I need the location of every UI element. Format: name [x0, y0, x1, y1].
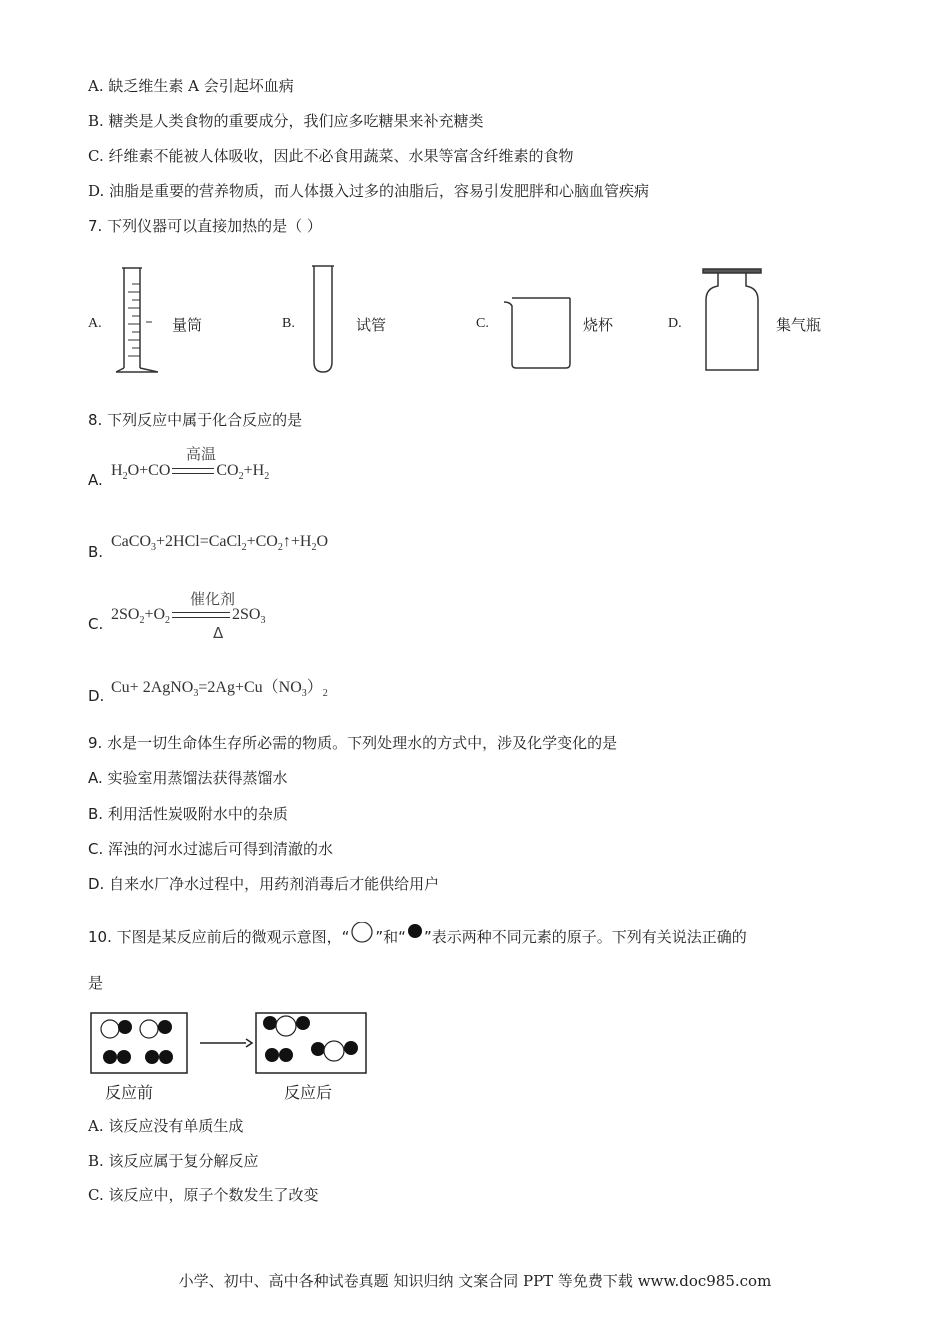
q9-option-d: D. 自来水厂净水过程中，用药剂消毒后才能供给用户: [88, 875, 440, 893]
q7-option-a-name: 量筒: [172, 316, 203, 334]
test-tube-icon: [308, 262, 338, 376]
q7-option-a-label: A.: [88, 316, 102, 331]
q6-option-a: A. 缺乏维生素 A 会引起坏血病: [88, 77, 294, 95]
footer-banner: 小学、初中、高中各种试卷真题 知识归纳 文案合同 PPT 等免费下载 www.doc985.com: [178, 1272, 772, 1290]
q6-option-b: B. 糖类是人类食物的重要成分，我们应多吃糖果来补充糖类: [88, 112, 484, 130]
q8-c-condition-bottom: Δ: [213, 624, 224, 642]
q7-option-b-label: B.: [282, 316, 295, 331]
q9-stem: 9. 水是一切生命体生存所必需的物质。下列处理水的方式中，涉及化学变化的是: [88, 734, 618, 752]
measuring-cylinder-icon: [112, 264, 164, 376]
after-reaction-label: 反应后: [284, 1083, 333, 1102]
q6-option-c: C. 纤维素不能被人体吸收，因此不必食用蔬菜、水果等富含纤维素的食物: [88, 147, 574, 165]
q8-stem: 8. 下列反应中属于化合反应的是: [88, 411, 303, 429]
q7-option-c-name: 烧杯: [583, 316, 614, 334]
q7-option-d-label: D.: [668, 316, 682, 331]
q9-option-a: A. 实验室用蒸馏法获得蒸馏水: [88, 769, 288, 787]
reaction-arrow: [200, 1039, 252, 1047]
q10-option-b: B. 该反应属于复分解反应: [88, 1152, 259, 1170]
q7-option-b-name: 试管: [356, 316, 387, 334]
q8-equation-b: $CaCO_3+2HCl=CaCl_2+CO_2↑+H_2O$: [111, 533, 328, 554]
q8-option-b-label: B.: [88, 543, 104, 561]
before-reaction-label: 反应前: [105, 1083, 154, 1102]
q10-stem: 10. 下图是某反应前后的微观示意图，“ ”和“ ”表示两种不同元素的原子。下列有关说法正确的: [88, 922, 747, 947]
q8-option-c-label: C.: [88, 615, 104, 633]
q10-option-a: A. 该反应没有单质生成: [88, 1117, 244, 1135]
before-reaction-box: [91, 1013, 187, 1073]
q7-stem: 7. 下列仪器可以直接加热的是（ ）: [88, 217, 322, 235]
q7-option-c-label: C.: [476, 316, 489, 331]
q8-option-d-label: D.: [88, 687, 105, 705]
white-atom-icon: [349, 922, 375, 944]
q7-option-d-name: 集气瓶: [776, 316, 822, 334]
q6-option-d: D. 油脂是重要的营养物质，而人体摄入过多的油脂后，容易引发肥胖和心脑血管疾病: [88, 182, 650, 200]
q9-option-c: C. 浑浊的河水过滤后可得到清澈的水: [88, 840, 334, 858]
reaction-diagram: [88, 1010, 378, 1076]
q8-option-a-label: A.: [88, 471, 103, 489]
gas-jar-icon: [700, 266, 764, 376]
after-reaction-box: [256, 1013, 366, 1073]
q9-option-b: B. 利用活性炭吸附水中的杂质: [88, 805, 288, 823]
q8-equation-c: $2SO_2+O_2$ $2SO_3$: [111, 606, 266, 627]
q10-option-c: C. 该反应中，原子个数发生了改变: [88, 1186, 319, 1204]
q10-stem-continued: 是: [88, 974, 104, 992]
q8-equation-a: $H_2O+CO$ $CO_2+H_2$: [111, 462, 270, 483]
black-atom-icon: [406, 922, 424, 940]
q8-equation-d: $Cu+ 2AgNO_3=2Ag+Cu(NO_3)_2$: [111, 679, 328, 700]
q8-c-condition-top: 催化剂: [190, 590, 236, 608]
q8-a-condition: 高温: [186, 445, 217, 463]
beaker-icon: [500, 292, 576, 372]
